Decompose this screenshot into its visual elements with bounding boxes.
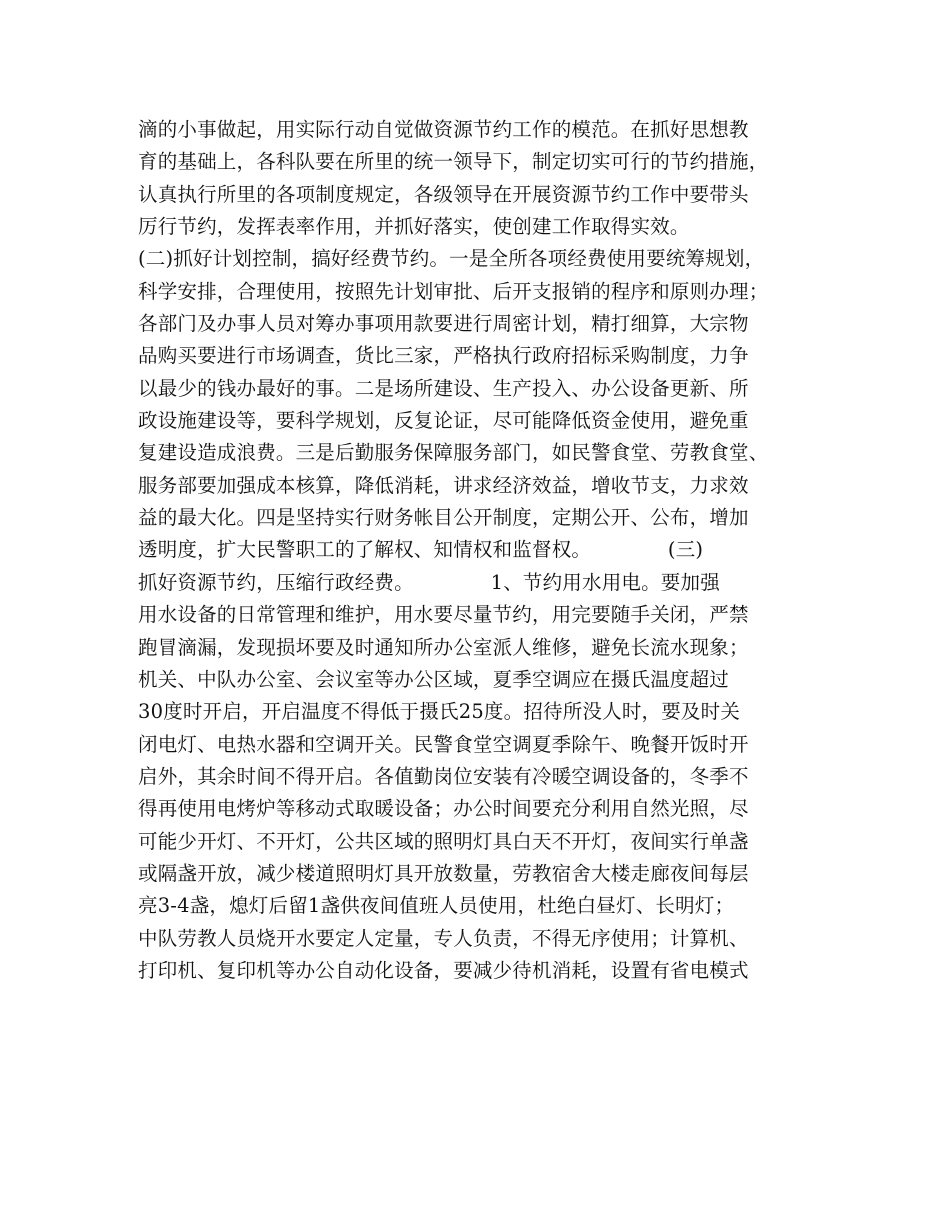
text-line: 打印机、复印机等办公自动化设备，要减少待机消耗，设置有省电模式 xyxy=(138,958,749,982)
text-line: 透明度，扩大民警职工的了解权、知情权和监督权。 (三) xyxy=(138,538,704,562)
text-line: 服务部要加强成本核算，降低消耗，讲求经济效益，增收节支，力求效 xyxy=(138,473,749,497)
text-line: 启外，其余时间不得开启。各值勤岗位安装有冷暖空调设备的，冬季不 xyxy=(138,764,749,788)
text-line: 品购买要进行市场调查，货比三家，严格执行政府招标采购制度，力争 xyxy=(138,344,749,368)
text-line: 用水设备的日常管理和维护，用水要尽量节约，用完要随手关闭，严禁 xyxy=(138,603,749,627)
text-line: 得再使用电烤炉等移动式取暖设备；办公时间要充分利用自然光照，尽 xyxy=(138,797,749,821)
body-text xyxy=(138,114,818,987)
text-line: 中队劳教人员烧开水要定人定量，专人负责，不得无序使用；计算机、 xyxy=(138,926,749,950)
text-line: 益的最大化。四是坚持实行财务帐目公开制度，定期公开、公布，增加 xyxy=(138,506,749,530)
text-line: 科学安排，合理使用，按照先计划审批、后开支报销的程序和原则办理； xyxy=(138,279,769,303)
text-line: 厉行节约，发挥表率作用，并抓好落实，使创建工作取得实效。 xyxy=(138,215,690,239)
text-line: 闭电灯、电热水器和空调开关。民警食堂空调夏季除午、晚餐开饭时开 xyxy=(138,732,749,756)
text-line: 复建设造成浪费。三是后勤服务保障服务部门，如民警食堂、劳教食堂、 xyxy=(138,441,769,465)
text-line: 育的基础上，各科队要在所里的统一领导下，制定切实可行的节约措施， xyxy=(138,150,769,174)
text-line: 亮3-4盏，熄灯后留1盏供夜间值班人员使用，杜绝白昼灯、长明灯； xyxy=(138,894,735,918)
text-line: 各部门及办事人员对筹办事项用款要进行周密计划，精打细算，大宗物 xyxy=(138,312,749,336)
text-line: 认真执行所里的各项制度规定，各级领导在开展资源节约工作中要带头 xyxy=(138,182,749,206)
text-line: 滴的小事做起，用实际行动自觉做资源节约工作的模范。在抓好思想教 xyxy=(138,118,749,141)
text-line: 或隔盏开放，减少楼道照明灯具开放数量，劳教宿舍大楼走廊夜间每层 xyxy=(138,861,749,885)
text-line: 抓好资源节约，压缩行政经费。 1、节约用水用电。要加强 xyxy=(138,570,720,594)
text-line: 30度时开启，开启温度不得低于摄氏25度。招待所没人时，要及时关 xyxy=(138,700,741,724)
text-line: 以最少的钱办最好的事。二是场所建设、生产投入、办公设备更新、所 xyxy=(138,376,749,400)
text-line: 机关、中队办公室、会议室等办公区域，夏季空调应在摄氏温度超过 xyxy=(138,667,730,691)
text-line: 政设施建设等，要科学规划，反复论证，尽可能降低资金使用，避免重 xyxy=(138,409,749,433)
text-line: 跑冒滴漏，发现损坏要及时通知所办公室派人维修，避免长流水现象； xyxy=(138,635,749,659)
text-line: 可能少开灯、不开灯，公共区域的照明灯具白天不开灯，夜间实行单盏 xyxy=(138,829,749,853)
text-line: (二)抓好计划控制，搞好经费节约。一是全所各项经费使用要统筹规划， xyxy=(138,247,765,271)
